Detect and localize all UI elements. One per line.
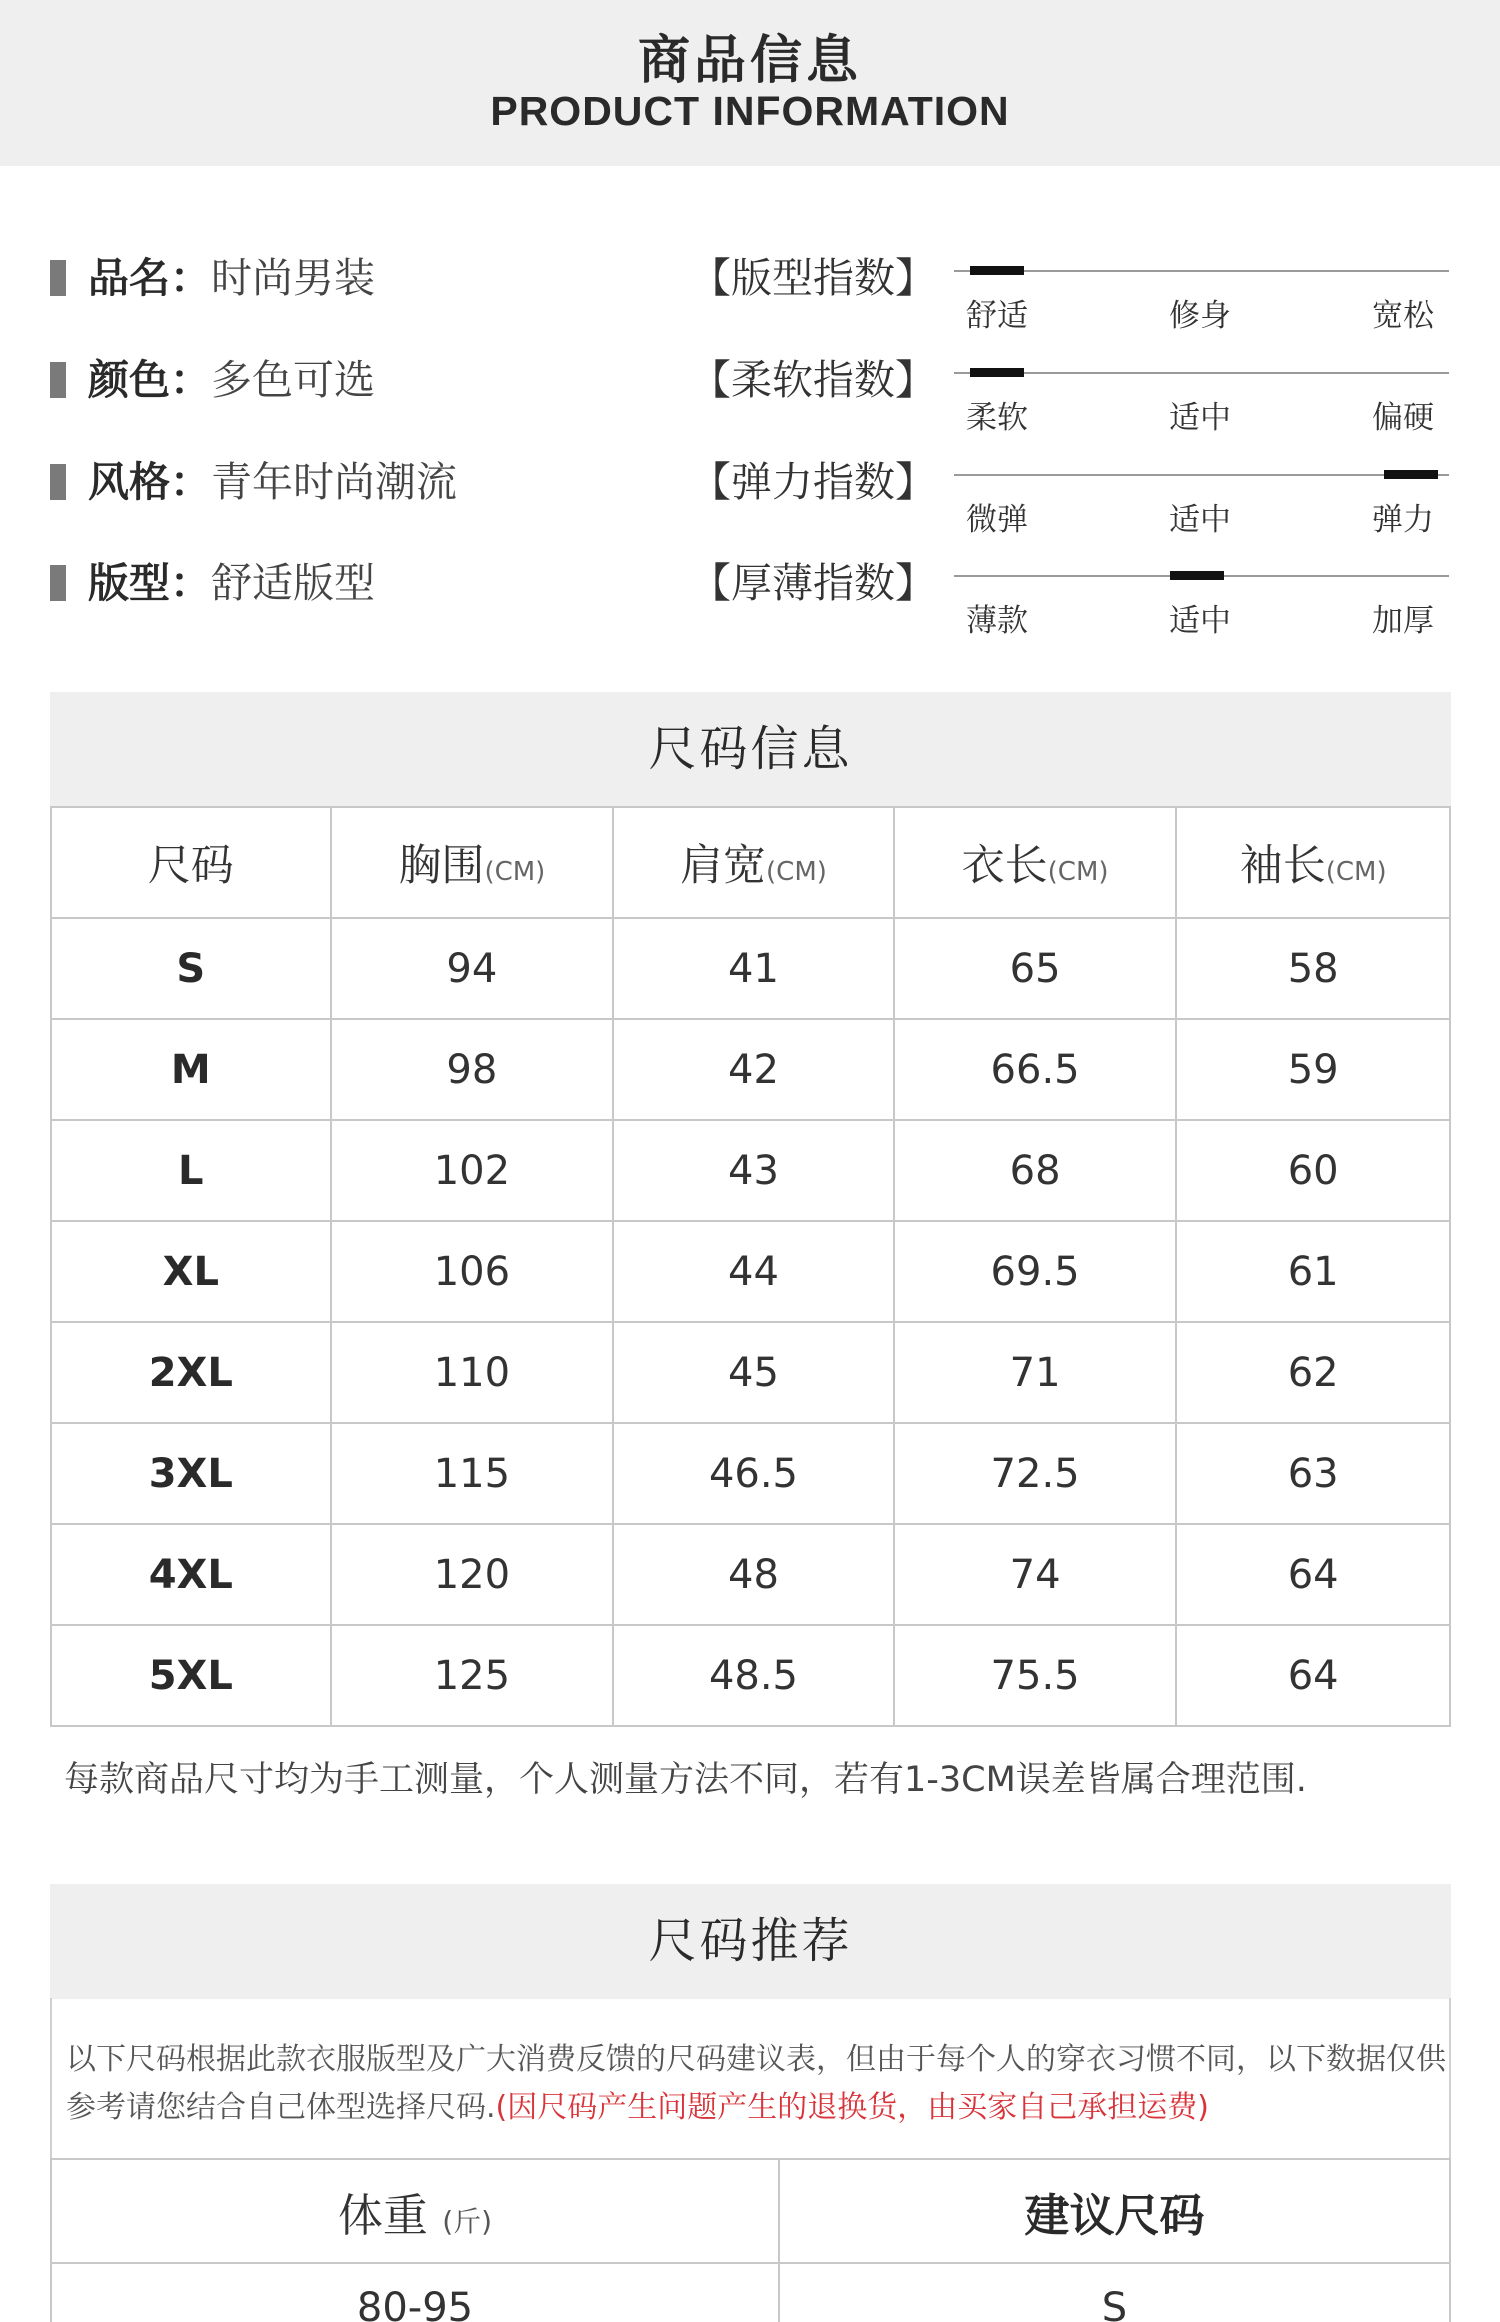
size-column-header <box>51 807 331 918</box>
size-value-cell: 75.5 <box>894 1625 1177 1726</box>
attribute-key: 颜色： <box>88 356 211 404</box>
size-value-cell: 48.5 <box>613 1625 894 1726</box>
page-subtitle: PRODUCT INFORMATION <box>490 88 1010 134</box>
attribute-value: 舒适版型 <box>211 559 375 607</box>
column-name: 袖长 <box>1239 841 1326 891</box>
size-value-cell: 44 <box>613 1221 894 1322</box>
index-selected-marker <box>970 266 1024 275</box>
size-table <box>50 806 1451 1727</box>
index-option: 微弹 <box>966 502 1028 538</box>
size-recommend-title: 尺码推荐 <box>50 1884 1451 1999</box>
index-option: 适中 <box>1169 603 1231 639</box>
recommend-warning: (因尺码产生问题产生的退换货，由买家自己承担运费) <box>495 2090 1209 2125</box>
column-name: 肩宽 <box>680 841 767 891</box>
size-value-cell: 43 <box>613 1120 894 1221</box>
recommend-table <box>50 2158 1451 2322</box>
size-value-cell: 106 <box>331 1221 614 1322</box>
index-scale-line <box>954 372 1449 436</box>
index-option: 加厚 <box>1372 603 1434 639</box>
table-row <box>51 918 1450 1019</box>
recommend-description <box>66 2036 1446 2132</box>
index-option: 薄款 <box>966 603 1028 639</box>
size-label-cell: 5XL <box>51 1625 331 1726</box>
size-value-cell: 68 <box>894 1120 1177 1221</box>
index-label: 【版型指数】 <box>690 254 936 302</box>
attribute-bullet-bar <box>50 464 66 500</box>
size-label-cell: 3XL <box>51 1423 331 1524</box>
table-row <box>51 1221 1450 1322</box>
column-unit: (CM) <box>766 857 827 887</box>
attribute-key: 版型： <box>88 559 211 607</box>
index-row <box>690 350 1450 436</box>
attribute-text <box>88 248 375 308</box>
attribute-text <box>88 350 375 410</box>
index-option: 修身 <box>1169 298 1231 334</box>
index-scale-line <box>954 474 1449 538</box>
size-value-cell: 125 <box>331 1625 614 1726</box>
size-value-cell: 48 <box>613 1524 894 1625</box>
index-option: 适中 <box>1169 400 1231 436</box>
index-row <box>690 452 1450 538</box>
size-value-cell: 72.5 <box>894 1423 1177 1524</box>
index-scale-line <box>954 575 1449 639</box>
size-value-cell: 64 <box>1176 1524 1450 1625</box>
size-value-cell: 42 <box>613 1019 894 1120</box>
size-info-title: 尺码信息 <box>50 692 1451 807</box>
index-label: 【厚薄指数】 <box>690 559 936 607</box>
table-row <box>51 1524 1450 1625</box>
attribute-value: 多色可选 <box>211 356 375 404</box>
table-row <box>51 1625 1450 1726</box>
size-label-cell: S <box>51 918 331 1019</box>
size-column-header <box>1176 807 1450 918</box>
size-column-header <box>331 807 614 918</box>
size-label-cell: M <box>51 1019 331 1120</box>
size-value-cell: 60 <box>1176 1120 1450 1221</box>
weight-range-cell: 80-95 <box>51 2263 779 2322</box>
attribute-key: 品名： <box>88 254 211 302</box>
size-value-cell: 65 <box>894 918 1177 1019</box>
attribute-key: 风格： <box>88 458 211 506</box>
size-value-cell: 94 <box>331 918 614 1019</box>
index-selected-marker <box>970 368 1024 377</box>
size-value-cell: 59 <box>1176 1019 1450 1120</box>
size-value-cell: 41 <box>613 918 894 1019</box>
weight-header-unit: (斤) <box>442 2204 493 2238</box>
page-title: 商品信息 <box>637 31 862 91</box>
size-value-cell: 74 <box>894 1524 1177 1625</box>
recommend-description-box <box>50 1998 1451 2158</box>
table-row <box>51 1322 1450 1423</box>
recommended-size-cell: S <box>779 2263 1450 2322</box>
column-unit: (CM) <box>484 857 546 887</box>
size-label-cell: 4XL <box>51 1524 331 1625</box>
column-name: 胸围 <box>398 841 485 891</box>
recommend-table-header <box>51 2159 1450 2263</box>
size-label-cell: 2XL <box>51 1322 331 1423</box>
size-column-header <box>894 807 1177 918</box>
size-value-cell: 45 <box>613 1322 894 1423</box>
size-label-cell: L <box>51 1120 331 1221</box>
index-option: 宽松 <box>1372 298 1434 334</box>
column-unit: (CM) <box>1047 857 1109 887</box>
size-value-cell: 62 <box>1176 1322 1450 1423</box>
recommend-row <box>51 2263 1450 2322</box>
column-name: 尺码 <box>147 841 234 891</box>
measurement-note: 每款商品尺寸均为手工测量，个人测量方法不同，若有1-3CM误差皆属合理范围. <box>64 1760 1307 1800</box>
attribute-value: 时尚男装 <box>211 254 375 302</box>
size-value-cell: 71 <box>894 1322 1177 1423</box>
page-header <box>0 0 1500 166</box>
index-selected-marker <box>1170 571 1224 580</box>
index-option: 舒适 <box>966 298 1028 334</box>
table-row <box>51 1423 1450 1524</box>
size-column-header: 建议尺码 <box>779 2159 1450 2263</box>
weight-column-header <box>51 2159 779 2263</box>
size-column-header <box>613 807 894 918</box>
index-label: 【弹力指数】 <box>690 458 936 506</box>
attribute-bullet-bar <box>50 565 66 601</box>
index-option: 弹力 <box>1372 502 1434 538</box>
size-table-header <box>51 807 1450 918</box>
size-label-cell: XL <box>51 1221 331 1322</box>
attribute-value: 青年时尚潮流 <box>211 458 457 506</box>
size-value-cell: 115 <box>331 1423 614 1524</box>
size-value-cell: 69.5 <box>894 1221 1177 1322</box>
size-value-cell: 66.5 <box>894 1019 1177 1120</box>
attribute-bullet-bar <box>50 260 66 296</box>
attribute-text <box>88 553 375 613</box>
size-value-cell: 63 <box>1176 1423 1450 1524</box>
index-row <box>690 248 1450 334</box>
size-value-cell: 120 <box>331 1524 614 1625</box>
index-row <box>690 553 1450 639</box>
size-value-cell: 58 <box>1176 918 1450 1019</box>
weight-header-label: 体重 <box>337 2188 428 2242</box>
table-row <box>51 1019 1450 1120</box>
index-scale-line <box>954 270 1449 334</box>
index-option: 柔软 <box>966 400 1028 436</box>
index-option: 偏硬 <box>1372 400 1434 436</box>
size-value-cell: 64 <box>1176 1625 1450 1726</box>
size-value-cell: 102 <box>331 1120 614 1221</box>
recommend-text: 以下尺码根据此款衣服版型及广大消费反馈的尺码建议表，但由于每个人的穿衣习惯不同，以下数据仅供参考请您结合自己体型选择尺码. <box>66 2042 1446 2125</box>
size-value-cell: 110 <box>331 1322 614 1423</box>
index-label: 【柔软指数】 <box>690 356 936 404</box>
size-value-cell: 46.5 <box>613 1423 894 1524</box>
index-option: 适中 <box>1169 502 1231 538</box>
column-unit: (CM) <box>1325 857 1387 887</box>
index-selected-marker <box>1384 470 1438 479</box>
column-name: 衣长 <box>961 841 1048 891</box>
table-row <box>51 1120 1450 1221</box>
attribute-bullet-bar <box>50 362 66 398</box>
size-value-cell: 61 <box>1176 1221 1450 1322</box>
size-value-cell: 98 <box>331 1019 614 1120</box>
attribute-text <box>88 452 457 512</box>
